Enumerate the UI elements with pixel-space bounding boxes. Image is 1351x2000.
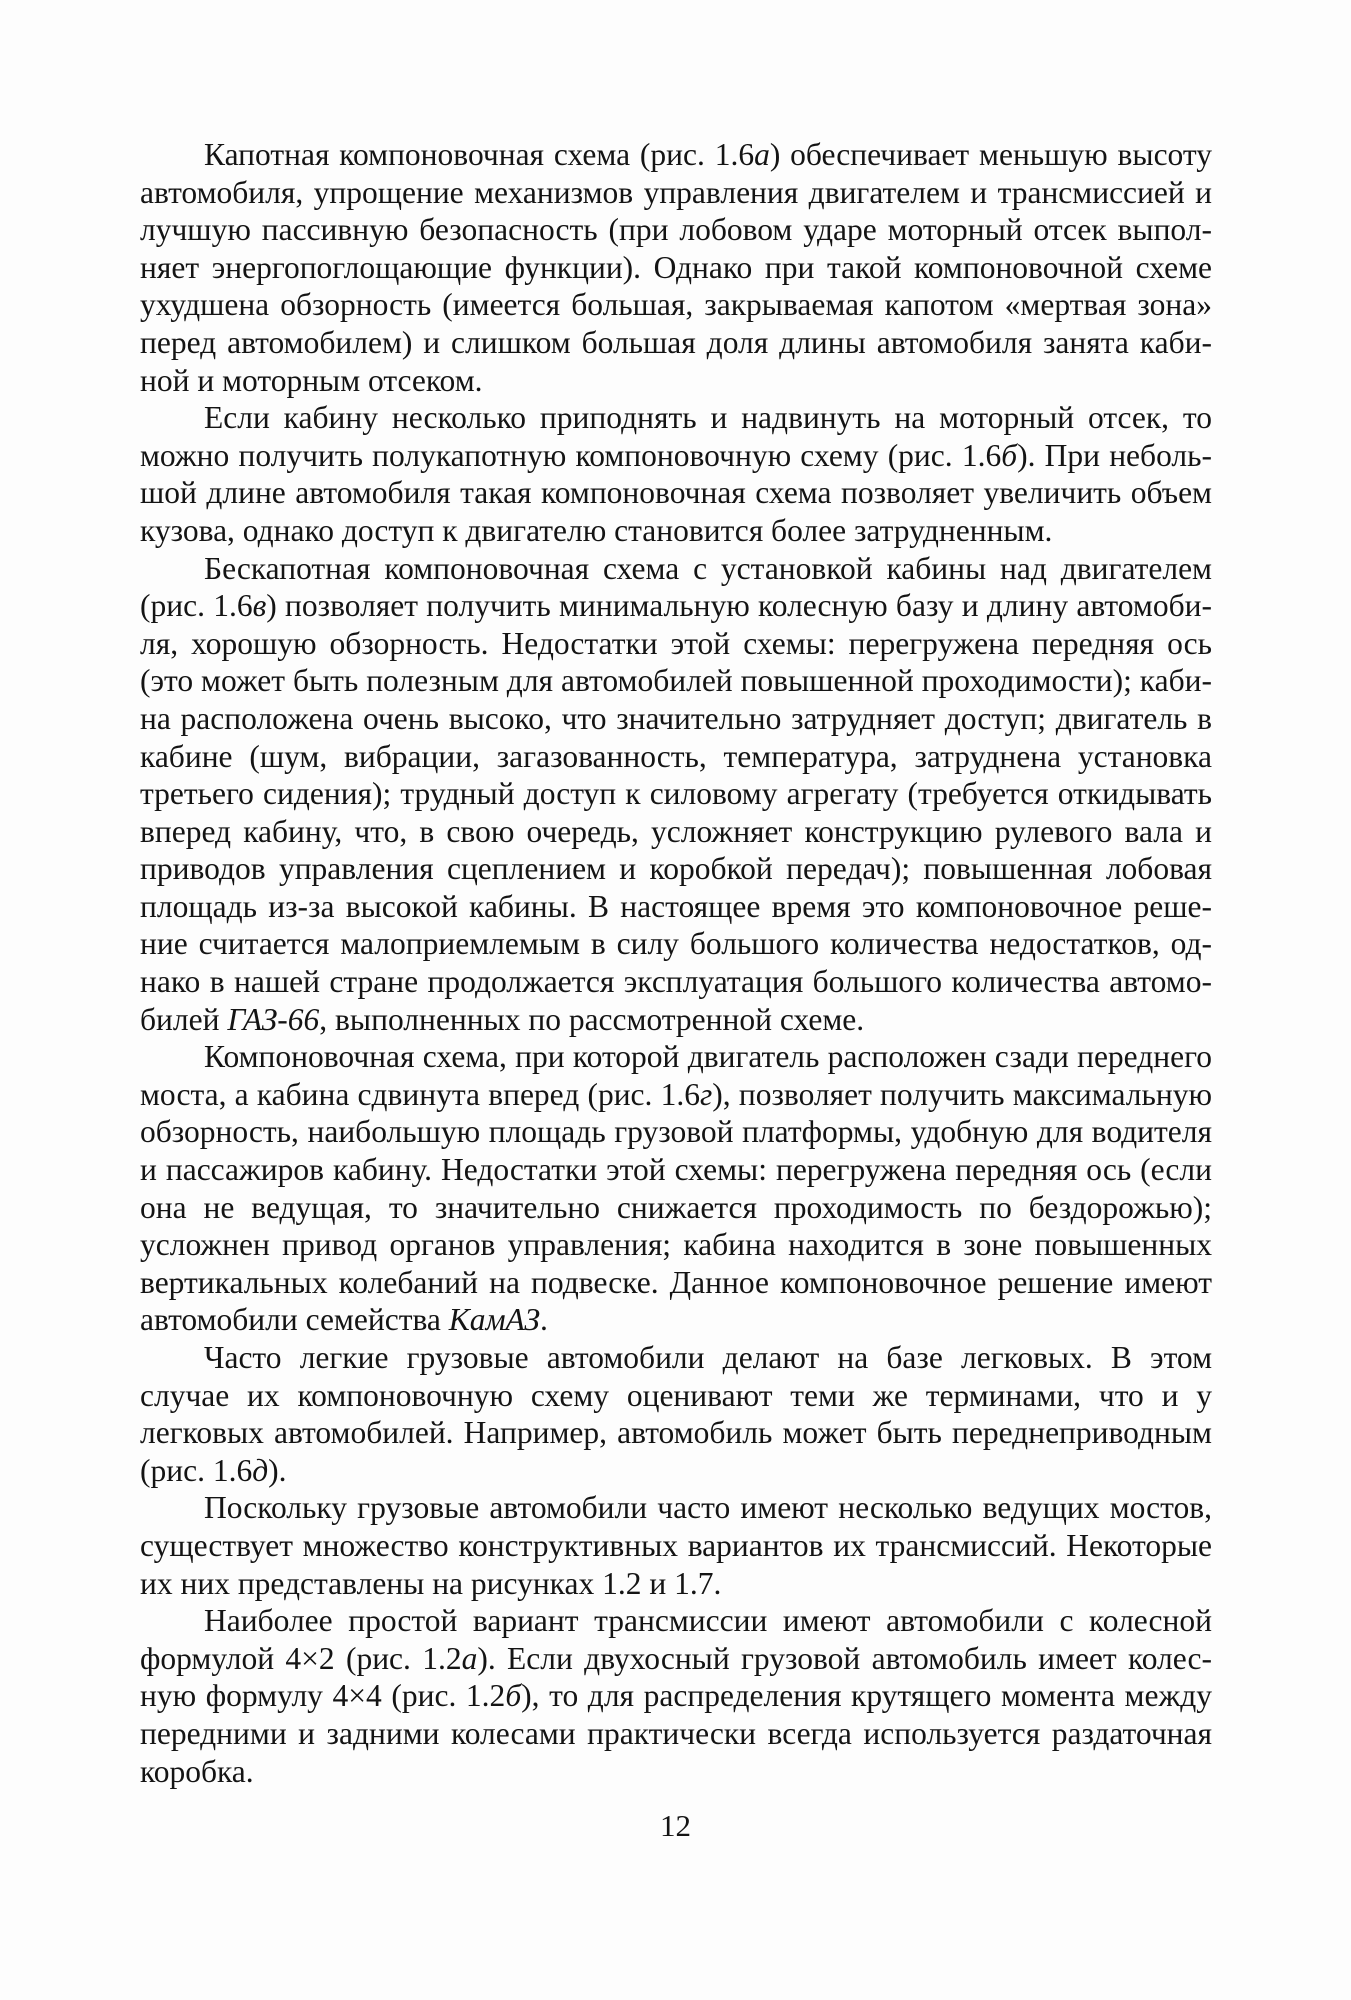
text-run: ). При небольшой длине автомобиля такая компоновочная схема позволяет увеличить объем кузова, однако доступ к двигателю становится более затрудненным. (140, 437, 1212, 548)
paragraph-3 (140, 550, 1212, 1039)
italic-text: ГАЗ-66 (227, 1001, 320, 1037)
text-run: Бескапотная компоновочная схема с установкой кабины над двигателем (рис. 1.6 (140, 550, 1212, 624)
italic-text: а (754, 137, 770, 172)
italic-text: КамАЗ (448, 1302, 540, 1338)
paragraph-5 (140, 1339, 1212, 1489)
page-number: 12 (660, 1808, 691, 1843)
paragraph-2 (140, 399, 1212, 549)
text-run: ). (268, 1452, 287, 1488)
paragraph-4 (140, 1038, 1212, 1339)
text-run: Наиболее простой вариант трансмиссии имеют автомобили с колесной формулой 4×2 (рис. 1.2 (140, 1603, 1212, 1676)
body-text (140, 136, 1212, 1790)
paragraph-1 (140, 136, 1212, 399)
italic-text: б (505, 1678, 522, 1714)
paragraph-7 (140, 1602, 1212, 1790)
italic-text: д (252, 1452, 269, 1488)
text-run: ) обеспечивает меньшую высоту автомобиля, упрощение механизмов управления двигателем и трансмиссией и лучшую пассивную безопасность (при лобовом ударе моторный отсек выполняет энергопоглощающие функции). Однако при такой компоновочной схеме ухудшена обзорность (имеется большая, закрываемая капотом «мертвая зона» перед автомобилем) и слишком большая доля длины автомобиля занята кабиной и моторным отсеком. (140, 137, 1212, 398)
italic-text: б (1001, 437, 1018, 473)
text-run: Компоновочная схема, при которой двигатель расположен сзади переднего моста, а кабина сдвинута вперед (рис. 1.6 (140, 1039, 1212, 1112)
italic-text: в (252, 588, 267, 624)
text-run: Если кабину несколько приподнять и надвинуть на моторный отсек, то можно получить полукапотную компоновочную схему (рис. 1.6 (140, 400, 1212, 473)
text-run: . (539, 1302, 548, 1338)
text-run: Поскольку грузовые автомобили часто имеют несколько ведущих мостов, существует множество конструктивных вариантов их трансмиссий. Некоторые их них представлены на рисунках 1.2 и 1.7. (140, 1490, 1212, 1601)
italic-text: г (700, 1076, 713, 1112)
italic-text: а (461, 1640, 478, 1676)
paragraph-6 (140, 1489, 1212, 1602)
text-run: Капотная компоновочная схема (рис. 1.6 (204, 137, 755, 172)
text-run: ). Если двухосный грузовой автомобиль имеет колесную формулу 4×4 (рис. 1.2 (140, 1640, 1213, 1714)
text-run: ), то для распределения крутящего момента между передними и задними колесами практически всегда используется раздаточная коробка. (140, 1678, 1213, 1789)
text-run: ), позволяет получить максимальную обзорность, наибольшую площадь грузовой платформы, удобную для водителя и пассажиров кабину. Недостатки этой схемы: перегружена передняя ось (если она не ведущая, то значительно снижается проходимость по бездорожью); усложнен привод органов управления; кабина находится в зоне повышенных вертикальных колебаний на подвеске. Данное компоновочное решение имеют автомобили семейства (140, 1076, 1212, 1338)
text-run: Часто легкие грузовые автомобили делают на базе легковых. В этом случае их компоновочную схему оценивают теми же терминами, что и у легковых автомобилей. Например, автомобиль может быть переднеприводным (рис. 1.6 (140, 1340, 1212, 1488)
text-run: ) позволяет получить минимальную колесную базу и длину автомобиля, хорошую обзорность. Недостатки этой схемы: перегружена передняя ось (это может быть полезным для автомобилей повышенной проходимости); кабина расположена очень высоко, что значительно затрудняет доступ; двигатель в кабине (шум, вибрации, загазованность, температура, затруднена установка третьего сидения); трудный доступ к силовому агрегату (требуется откидывать вперед кабину, что, в свою очередь, усложняет конструкцию рулевого вала и приводов управления сцеплением и коробкой передач); повышенная лобовая площадь из-за высокой кабины. В настоящее время это компоновочное решение считается малоприемлемым в силу большого количества недостатков, однако в нашей стране продолжается эксплуатация большого количества автомобилей (140, 588, 1212, 1037)
text-run: , выполненных по рассмотренной схеме. (319, 1001, 865, 1037)
